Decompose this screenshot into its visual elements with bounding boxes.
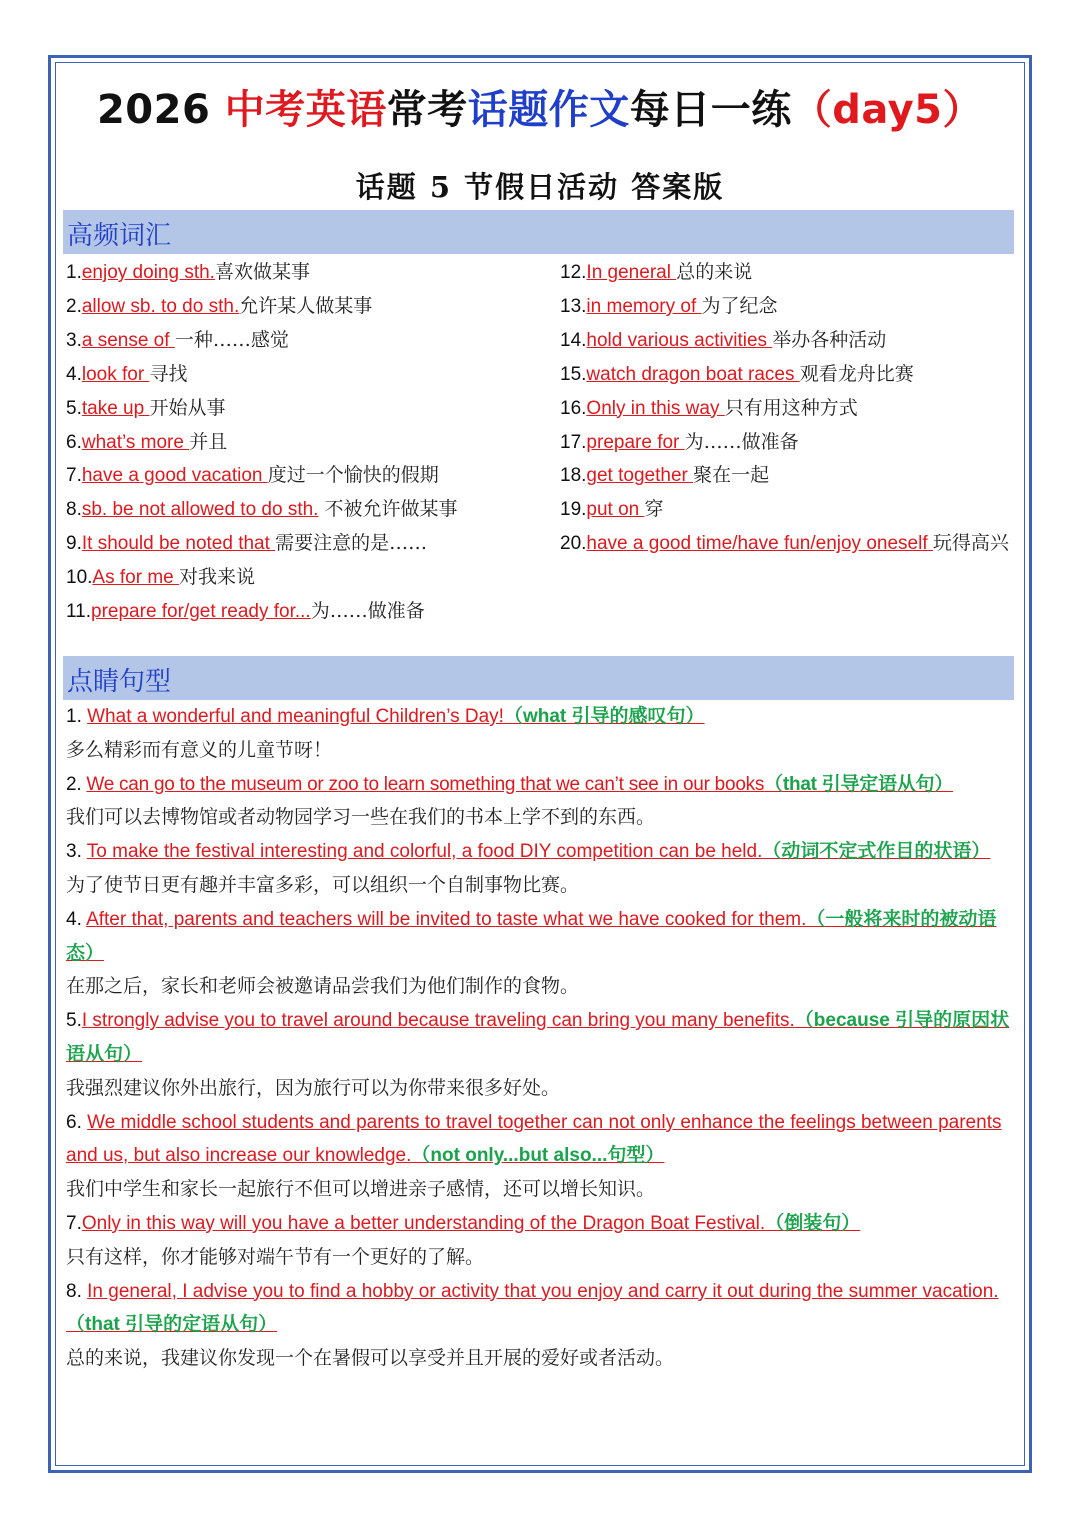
sentence-section-header xyxy=(63,656,1014,700)
sentence-translation: 我强烈建议你外出旅行，因为旅行可以为你带来很多好处。 xyxy=(66,1076,561,1099)
vocab-item: 11.prepare for/get ready for...为……做准备 xyxy=(66,600,425,623)
sentence-item: 7.Only in this way will you have a better understanding of the Dragon Boat Festival.（倒装句） xyxy=(66,1211,861,1234)
sentence-note: （that 引导的定语从句） xyxy=(66,1313,278,1336)
vocab-item: 3.a sense of 一种……感觉 xyxy=(66,328,289,351)
vocab-item: 17.prepare for 为……做准备 xyxy=(560,430,799,453)
page-title xyxy=(0,78,1080,135)
title-daily: 每日一练 xyxy=(629,87,792,133)
vocab-item: 16.Only in this way 只有用这种方式 xyxy=(560,396,858,419)
sentence-translation: 总的来说，我建议你发现一个在暑假可以享受并且开展的爱好或者活动。 xyxy=(66,1347,675,1370)
sentence-translation: 多么精彩而有意义的儿童节呀！ xyxy=(66,738,333,761)
page-subtitle: 话题 5 节假日活动 答案版 xyxy=(355,170,725,204)
vocab-item: 6.what’s more 并且 xyxy=(66,430,228,453)
sentence-section-title: 点睛句型 xyxy=(67,667,172,697)
vocab-section-title: 高频词汇 xyxy=(67,221,172,251)
vocab-item: 7.have a good vacation 度过一个愉快的假期 xyxy=(66,464,439,487)
vocab-item: 12.In general 总的来说 xyxy=(560,261,753,283)
sentence-item: 4. After that, parents and teachers will be invited to taste what we have cooked for them.（一般将来时的被动语态） xyxy=(66,907,997,964)
vocab-column-left xyxy=(66,256,546,629)
sentence-item: 6. We middle school students and parents to travel together can not only enhance the feelings between parents and us, but also increase our knowledge.（not only...but also...句型） xyxy=(66,1111,1002,1167)
vocab-item: 20.have a good time/have fun/enjoy oneself 玩得高兴 xyxy=(560,532,1009,555)
sentence-item: 2. We can go to the museum or zoo to learn something that we can’t see in our books（that 引导定语从句） xyxy=(66,772,954,795)
sentence-item: 3. To make the festival interesting and colorful, a food DIY competition can be held.（动词不定式作目的状语） xyxy=(66,840,991,863)
sentence-translation: 只有这样，你才能够对端午节有一个更好的了解。 xyxy=(66,1245,485,1268)
vocab-item: 14.hold various activities 举办各种活动 xyxy=(560,328,887,351)
vocab-item: 13.in memory of 为了纪念 xyxy=(560,294,778,317)
vocab-item: 19.put on 穿 xyxy=(560,498,664,521)
title-topic: 话题作文 xyxy=(467,87,630,133)
vocab-item: 18.get together 聚在一起 xyxy=(560,464,770,487)
title-day: （day5） xyxy=(791,87,984,133)
vocab-section-header xyxy=(63,210,1014,254)
title-year: 2026 xyxy=(96,87,225,133)
vocab-item: 4.look for 寻找 xyxy=(66,362,188,385)
vocab-item: 2.allow sb. to do sth.允许某人做某事 xyxy=(66,294,373,317)
sentence-translation: 我们中学生和家长一起旅行不但可以增进亲子感情，还可以增长知识。 xyxy=(66,1178,656,1201)
vocab-item: 5.take up 开始从事 xyxy=(66,396,226,419)
vocab-item: 9.It should be noted that 需要注意的是…… xyxy=(66,532,428,555)
vocab-column-right xyxy=(560,256,1015,561)
vocab-item: 8.sb. be not allowed to do sth. 不被允许做某事 xyxy=(66,498,458,521)
title-exam: 中考英语 xyxy=(224,87,387,133)
vocab-item: 1.enjoy doing sth.喜欢做某事 xyxy=(66,261,310,283)
sentence-item: 8. In general, I advise you to find a hobby or activity that you enjoy and carry it out during the summer vacation. xyxy=(66,1280,999,1302)
vocab-item: 15.watch dragon boat races 观看龙舟比赛 xyxy=(560,362,914,385)
sentence-item: 1. What a wonderful and meaningful Children’s Day!（what 引导的感叹句） xyxy=(66,705,705,727)
sentence-item: 5.I strongly advise you to travel around because traveling can bring you many benefits.（because 引导的原因状语从句） xyxy=(66,1009,1010,1065)
sentence-translation: 为了使节日更有趣并丰富多彩，可以组织一个自制事物比赛。 xyxy=(66,873,580,896)
sentence-translation: 在那之后，家长和老师会被邀请品尝我们为他们制作的食物。 xyxy=(66,975,580,998)
vocab-item: 10.As for me 对我来说 xyxy=(66,566,256,589)
title-common: 常考 xyxy=(386,87,468,133)
sentence-list xyxy=(66,700,1016,1376)
sentence-translation: 我们可以去博物馆或者动物园学习一些在我们的书本上学不到的东西。 xyxy=(66,806,656,829)
